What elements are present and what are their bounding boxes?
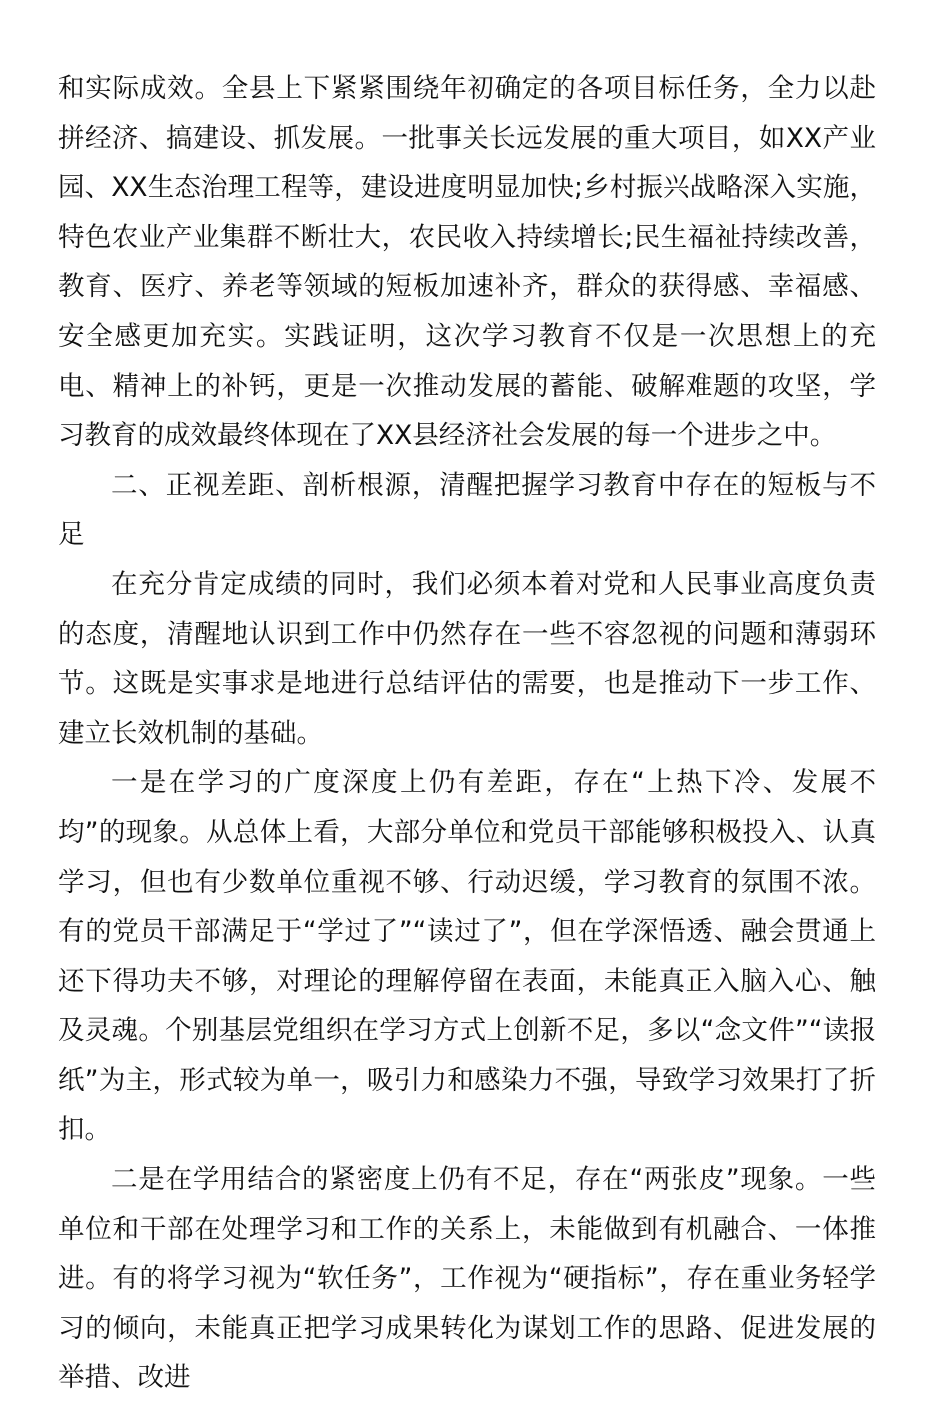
paragraph-intro: 在充分肯定成绩的同时，我们必须本着对党和人民事业高度负责的态度，清醒地认识到工作中仍然存在一些不容忽视的问题和薄弱环节。这既是实事求是地进行总结评估的需要，也是推动下一步工作、建立长效机制的基础。 [58, 568, 876, 749]
document-body [58, 64, 876, 1403]
paragraph-continuation: 和实际成效。全县上下紧紧围绕年初确定的各项目标任务，全力以赴拼经济、搞建设、抓发展。一批事关长远发展的重大项目，如XX产业园、XX生态治理工程等，建设进度明显加快;乡村振兴战略深入实施，特色农业产业集群不断壮大，农民收入持续增长;民生福祉持续改善，教育、医疗、养老等领域的短板加速补齐，群众的获得感、幸福感、安全感更加充实。实践证明，这次学习教育不仅是一次思想上的充电、精神上的补钙，更是一次推动发展的蓄能、破解难题的攻坚，学习教育的成效最终体现在了XX县经济社会发展的每一个进步之中。 [58, 73, 876, 452]
paragraph-point-one: 一是在学习的广度深度上仍有差距，存在“上热下冷、发展不均”的现象。从总体上看，大部分单位和党员干部能够积极投入、认真学习，但也有少数单位重视不够、行动迟缓，学习教育的氛围不浓。有的党员干部满足于“学过了”“读过了”，但在学深悟透、融会贯通上还下得功夫不够，对理论的理解停留在表面，未能真正入脑入心、触及灵魂。个别基层党组织在学习方式上创新不足，多以“念文件”“读报纸”为主，形式较为单一，吸引力和感染力不强，导致学习效果打了折扣。 [58, 767, 876, 1146]
section-heading: 二、正视差距、剖析根源，清醒把握学习教育中存在的短板与不足 [58, 469, 876, 551]
paragraph-point-two: 二是在学用结合的紧密度上仍有不足，存在“两张皮”现象。一些单位和干部在处理学习和工作的关系上，未能做到有机融合、一体推进。有的将学习视为“软任务”，工作视为“硬指标”，存在重业务轻学习的倾向，未能真正把学习成果转化为谋划工作的思路、促进发展的举措、改进 [58, 1164, 876, 1394]
